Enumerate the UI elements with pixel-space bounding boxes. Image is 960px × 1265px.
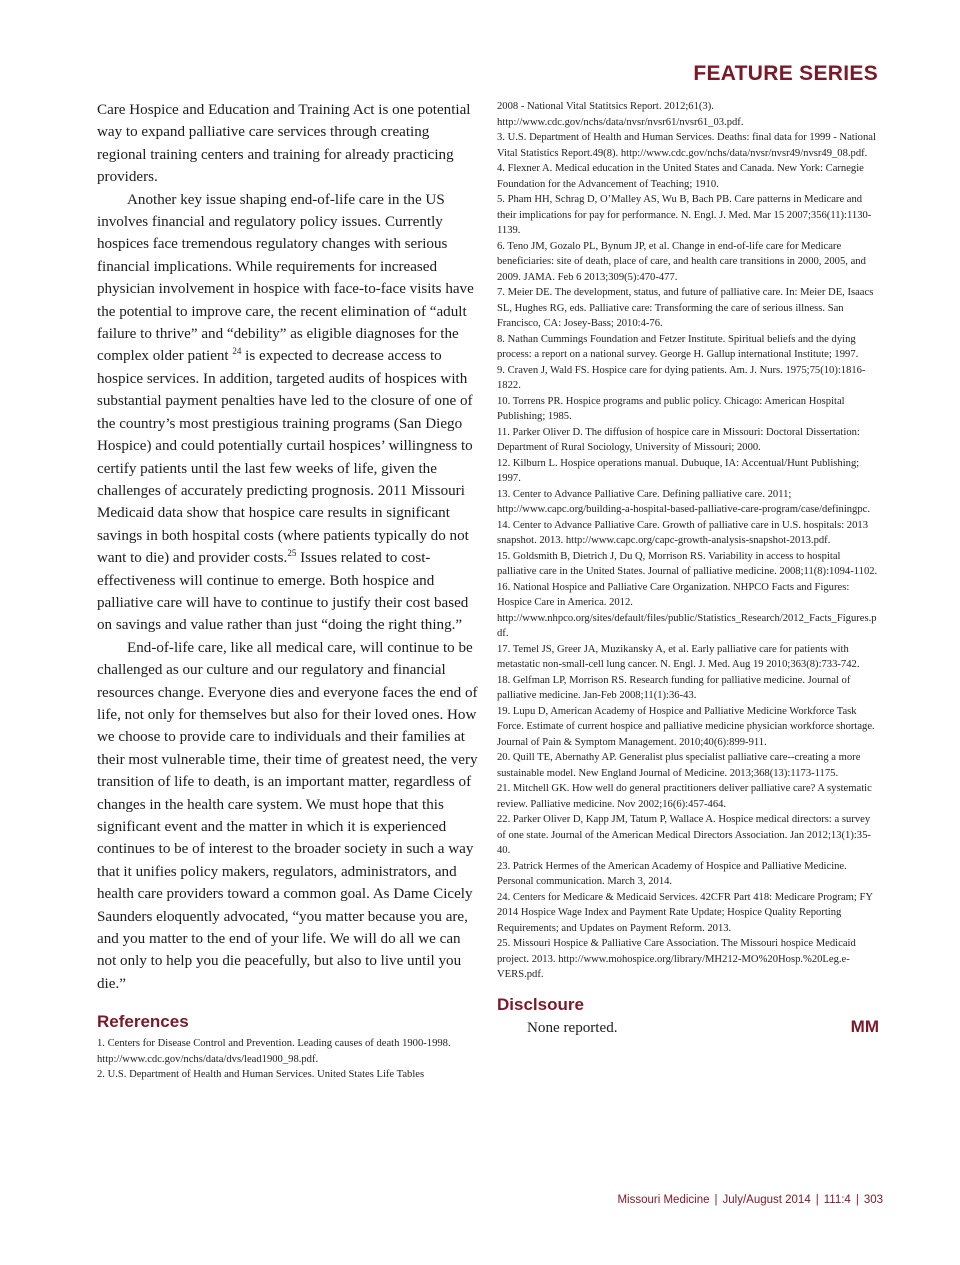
body-paragraph — [97, 189, 481, 637]
reference-item: 20. Quill TE, Abernathy AP. Generalist plus specialist palliative care--creating a more sustainable model. New England Journal of Medicine. 2013;368(13):1173-1175. — [497, 752, 861, 779]
body-paragraph — [97, 99, 481, 189]
reference-item: 18. Gelfman LP, Morrison RS. Research funding for palliative medicine. Journal of palliative medicine. Jan-Feb 2008;11(1):36-43. — [497, 674, 851, 701]
left-column — [97, 99, 481, 1083]
reference-item: 2008 - National Vital Statitsics Report. 2012;61(3). http://www.cdc.gov/nchs/data/nvsr/nvsr61/nvsr61_03.pdf. — [497, 101, 744, 128]
reference-item: 23. Patrick Hermes of the American Academy of Hospice and Palliative Medicine. Personal communication. March 3, 2014. — [497, 860, 847, 887]
footer-volume: 111:4 — [823, 1194, 851, 1206]
footer-separator: | — [815, 1194, 819, 1206]
reference-item: 8. Nathan Cummings Foundation and Fetzer Institute. Spiritual beliefs and the dying process: a report on a national survey. George H. Gallup international Institute; 1997. — [497, 333, 859, 360]
footer-separator: | — [714, 1194, 718, 1206]
right-column — [497, 99, 881, 1041]
footer-page-number: 303 — [863, 1194, 883, 1206]
reference-item: 1. Centers for Disease Control and Prevention. Leading causes of death 1900-1998. http://www.cdc.gov/nchs/data/dvs/lead1900_98.pdf. — [97, 1038, 451, 1065]
reference-item: 25. Missouri Hospice & Palliative Care Association. The Missouri hospice Medicaid project. 2013. http://www.mohospice.org/library/MH212-MO%20Hosp.%20Leg.e-VERS.pdf. — [497, 938, 856, 980]
disclosure-heading: Disclsoure — [497, 994, 584, 1014]
references-list-right — [497, 99, 881, 983]
reference-item: 11. Parker Oliver D. The diffusion of hospice care in Missouri: Doctoral Dissertation: Department of Rural Sociology, University of Missouri; 2000. — [497, 426, 860, 453]
reference-item: 19. Lupu D, American Academy of Hospice and Palliative Medicine Workforce Task Force. Estimate of current hospice and palliative medicine physician workforce shortage. Journal of Pain & Symptom Management. 2010;40(6):899-911. — [497, 705, 875, 748]
feature-series-label: FEATURE SERIES — [693, 62, 878, 85]
end-mark-logo: MM — [850, 1016, 879, 1036]
reference-item: 21. Mitchell GK. How well do general practitioners deliver palliative care? A systematic review. Palliative medicine. Nov 2002;16(6):457-464. — [497, 783, 872, 810]
paragraph-text: Care Hospice and Education and Training Act is one potential way to expand palliative care services through creating regional training centers and training for already practicing providers. — [97, 102, 471, 186]
reference-item: 3. U.S. Department of Health and Human Services. Deaths: final data for 1999 - National Vital Statistics Report.49(8). http://www.cdc.gov/nchs/data/nvsr/nvsr49/nvsr49_08.pdf. — [497, 132, 876, 159]
reference-item: 22. Parker Oliver D, Kapp JM, Tatum P, Wallace A. Hospice medical directors: a survey of one state. Journal of the American Medical Directors Association. Jan 2012;13(1):35-40. — [497, 814, 871, 856]
citation-superscript: 25 — [287, 548, 297, 559]
reference-item: 12. Kilburn L. Hospice operations manual. Dubuque, IA: Accentual/Hunt Publishing; 1997. — [497, 457, 860, 484]
reference-item: 15. Goldsmith B, Dietrich J, Du Q, Morrison RS. Variability in access to hospital palliative care in the United States. Journal of palliative medicine. 2008;11(8):1094-1102. — [497, 550, 878, 577]
footer-journal: Missouri Medicine — [617, 1194, 710, 1206]
reference-item: 9. Craven J, Wald FS. Hospice care for dying patients. Am. J. Nurs. 1975;75(10):1816-1822. — [497, 364, 866, 391]
reference-item: 17. Temel JS, Greer JA, Muzikansky A, et al. Early palliative care for patients with metastatic non-small-cell lung cancer. N. Engl. J. Med. Aug 19 2010;363(8):733-742. — [497, 643, 860, 670]
references-list-left — [97, 1036, 481, 1083]
paragraph-text: Issues related to cost-effectiveness will continue to emerge. Both hospice and palliative care will have to continue to justify their cost based on savings and value rather than just “doing the right thing.” — [97, 550, 469, 634]
reference-item: 14. Center to Advance Palliative Care. Growth of palliative care in U.S. hospitals: 2013 snapshot. 2013. http://www.capc.org/capc-growth-analysis-snapshot-2013.pdf. — [497, 519, 868, 546]
reference-item: 7. Meier DE. The development, status, and future of palliative care. In: Meier DE, Isaacs SL, Hughes RG, eds. Palliative care: Transforming the care of serious illness. San Francisco, CA: Josey-Bass; 2010:4-76. — [497, 287, 874, 329]
paragraph-text: is expected to decrease access to hospice services. In addition, targeted audits of hospices with substantial payment penalties have led to the closure of one of the country’s most prestigious training programs (San Diego Hospice) and could potentially curtail hospices’ willingness to certify patients until the last few weeks of life, given the challenges of accurately predicting prognosis. 2011 Missouri Medicaid data show that hospice care results in significant savings in both hospital costs (where patients typically do not want to die) and provider costs. — [97, 348, 473, 567]
reference-item: 10. Torrens PR. Hospice programs and public policy. Chicago: American Hospital Publishing; 1985. — [497, 395, 845, 422]
reference-item: 13. Center to Advance Palliative Care. Defining palliative care. 2011; http://www.capc.org/building-a-hospital-based-palliative-care-program/case/definingpc. — [497, 488, 870, 515]
disclosure-text: None reported. — [527, 1019, 618, 1036]
reference-item: 24. Centers for Medicare & Medicaid Services. 42CFR Part 418: Medicare Program; FY 2014 Hospice Wage Index and Payment Rate Update; Hospice Quality Reporting Requirements; and Updates on Payment Reform. 2013. — [497, 891, 873, 934]
reference-item: 6. Teno JM, Gozalo PL, Bynum JP, et al. Change in end-of-life care for Medicare beneficiaries: site of death, place of care, and health care transitions in 2000, 2005, and 2009. JAMA. Feb 6 2013;309(5):470-477. — [497, 240, 866, 283]
reference-item: 2. U.S. Department of Health and Human Services. United States Life Tables — [97, 1069, 425, 1081]
references-heading: References — [97, 1012, 189, 1032]
footer-issue: July/August 2014 — [722, 1194, 811, 1206]
paragraph-text: Another key issue shaping end-of-life care in the US involves financial and regulatory policy issues. Currently hospices face tremendous regulatory changes with serious financial implications. While requirements for increased physician involvement in hospice with face-to-face visits have the potential to improve care, the recent elimination of “adult failure to thrive” and “debility” as eligible diagnoses for the complex older patient — [97, 191, 474, 365]
body-paragraph — [97, 637, 481, 996]
page-footer — [617, 1194, 883, 1206]
footer-separator: | — [855, 1194, 859, 1206]
paragraph-text: End-of-life care, like all medical care, will continue to be challenged as our culture and our regulatory and financial resources change. Everyone dies and everyone faces the end of life, not only for themselves but also for their loved ones. How we choose to provide care to individuals and their families at their most vulnerable time, their time of greatest need, the very transition of life to death, is an important matter, regardless of changes in the health care system. We must hope that this significant event and the matter in which it is experienced continues to be of interest to the broader society in such a way that it unifies policy makers, regulators, administrators, and health care providers toward a common goal. As Dame Cicely Saunders eloquently advocated, “you matter because you are, and you matter to the end of your life. We will do all we can not only to help you die peacefully, but also to live until you die.” — [97, 639, 478, 992]
disclosure-row — [497, 1017, 881, 1041]
reference-item: 5. Pham HH, Schrag D, O’Malley AS, Wu B, Bach PB. Care patterns in Medicare and their implications for pay for performance. N. Engl. J. Med. Mar 15 2007;356(11):1130-1139. — [497, 194, 872, 236]
reference-item: 4. Flexner A. Medical education in the United States and Canada. New York: Carnegie Foundation for the Advancement of Teaching; 1910. — [497, 163, 864, 190]
reference-item: 16. National Hospice and Palliative Care Organization. NHPCO Facts and Figures: Hospice Care in America. 2012. http://www.nhpco.org/sites/default/files/public/Statistics_Research/2012_Facts_Figures.pdf. — [497, 581, 877, 639]
citation-superscript: 24 — [232, 346, 242, 357]
